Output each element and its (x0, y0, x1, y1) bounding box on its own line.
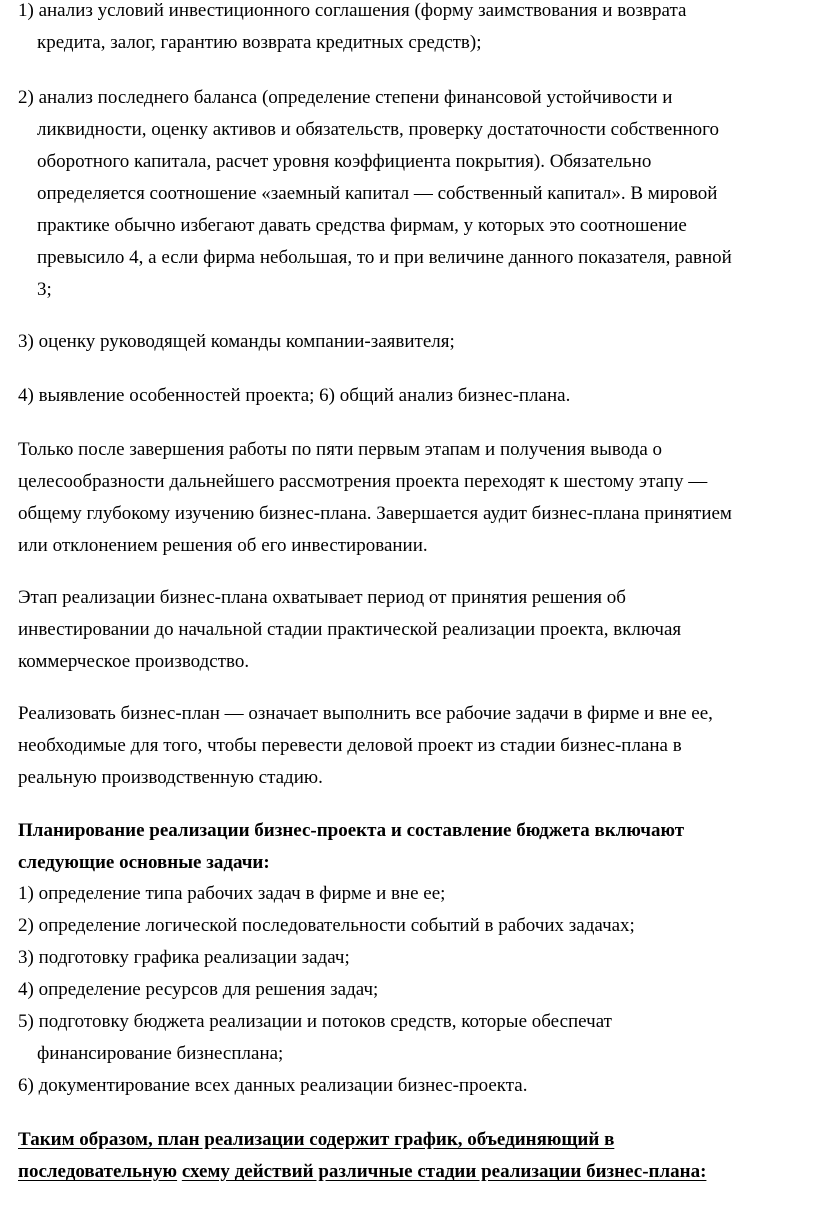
text-line: 4) выявление особенностей проекта; 6) общий анализ бизнес-плана. (18, 385, 571, 406)
text-line: целесообразности дальнейшего рассмотрения проекта переходят к шестому этапу — (18, 471, 708, 492)
text-line: реальную производственную стадию. (18, 767, 323, 788)
text-line: кредита, залог, гарантию возврата кредитных средств); (37, 32, 482, 53)
text-line: практике обычно избегают давать средства фирмам, у которых это соотношение (37, 215, 687, 236)
text-line: ликвидности, оценку активов и обязательств, проверку достаточности собственного (37, 119, 719, 140)
text-line: коммерческое производство. (18, 651, 250, 672)
section-heading (18, 815, 778, 879)
task-item: 2) определение логической последовательности событий в рабочих задачах; (18, 915, 635, 936)
task-item-continuation: финансирование бизнесплана; (37, 1043, 284, 1064)
text-line: 1) анализ условий инвестиционного соглашения (форму заимствования и возврата (18, 0, 687, 21)
paragraph-3 (18, 698, 778, 794)
task-item: 3) подготовку графика реализации задач; (18, 947, 350, 968)
task-item: 4) определение ресурсов для решения задач; (18, 979, 379, 1000)
task-item: 6) документирование всех данных реализации бизнес-проекта. (18, 1075, 528, 1096)
text-line: или отклонением решения об его инвестировании. (18, 535, 428, 556)
conclusion-line: Таким образом, план реализации содержит график, объединяющий в (18, 1129, 615, 1150)
text-line: превысило 4, а если фирма небольшая, то и при величине данного показателя, равной (37, 247, 732, 268)
paragraph-2 (18, 582, 778, 678)
task-item: 1) определение типа рабочих задач в фирме и вне ее; (18, 883, 446, 904)
list-item-3 (18, 326, 778, 358)
text-line: 3) оценку руководящей команды компании-заявителя; (18, 331, 455, 352)
conclusion-line (18, 1156, 778, 1188)
paragraph-1 (18, 434, 778, 562)
task-list (18, 878, 778, 1102)
conclusion-word: последовательную (18, 1161, 178, 1182)
text-line: 2) анализ последнего баланса (определение степени финансовой устойчивости и (18, 87, 673, 108)
conclusion-phrase: схему действий различные стадии реализации бизнес-плана: (181, 1161, 707, 1182)
list-item-4 (18, 380, 778, 412)
text-line: инвестировании до начальной стадии практической реализации проекта, включая (18, 619, 682, 640)
text-line: определяется соотношение «заемный капитал — собственный капитал». В мировой (37, 183, 718, 204)
text-line: Только после завершения работы по пяти первым этапам и получения вывода о (18, 439, 663, 460)
list-item-1 (18, 0, 778, 59)
heading-line: следующие основные задачи: (18, 852, 270, 873)
text-line: необходимые для того, чтобы перевести деловой проект из стадии бизнес-плана в (18, 735, 682, 756)
text-line: общему глубокому изучению бизнес-плана. Завершается аудит бизнес-плана принятием (18, 503, 732, 524)
text-line: Этап реализации бизнес-плана охватывает период от принятия решения об (18, 587, 626, 608)
text-line: 3; (37, 279, 52, 300)
heading-line: Планирование реализации бизнес-проекта и составление бюджета включают (18, 820, 685, 841)
task-item: 5) подготовку бюджета реализации и потоков средств, которые обеспечат (18, 1011, 612, 1032)
text-line: оборотного капитала, расчет уровня коэффициента покрытия). Обязательно (37, 151, 652, 172)
text-line: Реализовать бизнес-план — означает выполнить все рабочие задачи в фирме и вне ее, (18, 703, 713, 724)
conclusion (18, 1124, 778, 1188)
list-item-2 (18, 82, 778, 306)
